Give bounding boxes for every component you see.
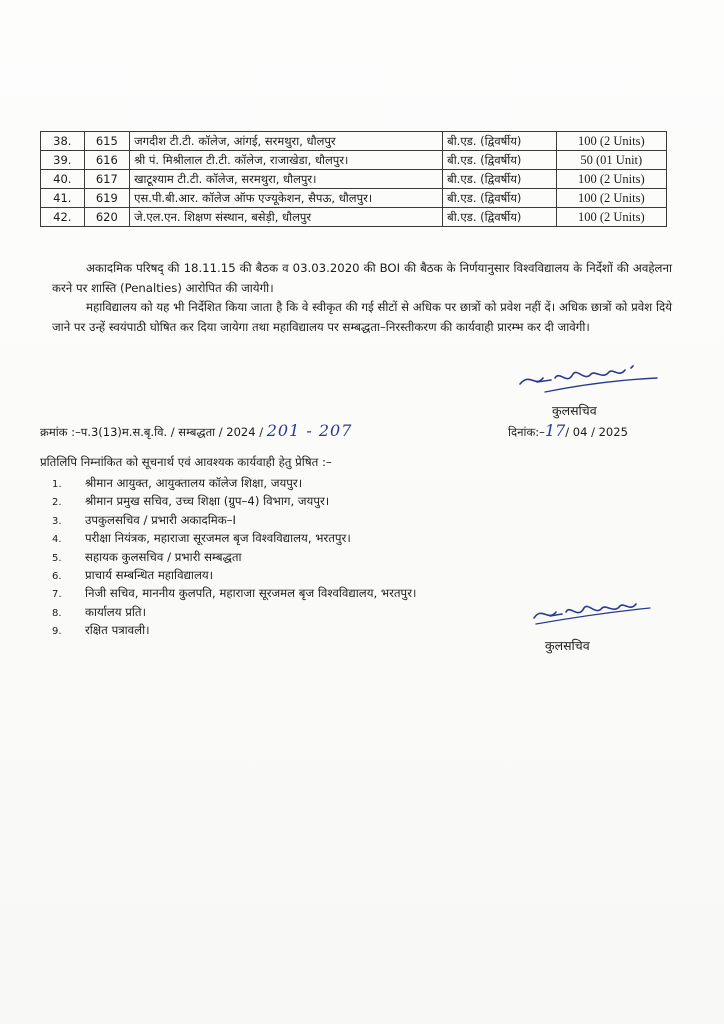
registrar-signature-2 <box>530 598 660 632</box>
list-item <box>52 621 416 639</box>
college-code-cell: 620 <box>84 208 130 227</box>
list-item <box>52 511 416 529</box>
college-code-cell: 615 <box>84 132 130 151</box>
reference-handwritten-numbers: 201 - 207 <box>266 421 353 440</box>
seats-cell: 100 (2 Units) <box>556 208 666 227</box>
reference-number <box>40 421 352 440</box>
reference-prefix: क्रमांक :–प.3(13)म.स.बृ.वि. / सम्बद्धता / 2024 / <box>40 425 264 439</box>
college-code-cell: 617 <box>84 170 130 189</box>
college-name-cell: जगदीश टी.टी. कॉलेज, आंगई, सरमथुरा, धौलपुर <box>130 132 443 151</box>
serial-number-cell: 41. <box>41 189 85 208</box>
list-item-text: रक्षित पत्रावली। <box>85 623 150 638</box>
list-item-number: 5. <box>52 552 62 564</box>
list-item <box>52 566 416 584</box>
list-item-text: श्रीमान आयुक्त, आयुक्तालय कॉलेज शिक्षा, जयपुर। <box>85 476 303 490</box>
table-body <box>41 132 667 227</box>
copy-to-intro: प्रतिलिपि निम्नांकित को सूचनार्थ एवं आवश्यक कार्यवाही हेतु प्रेषित :– <box>40 455 332 469</box>
registrar-signature-1 <box>515 362 665 402</box>
list-item-text: कार्यालय प्रति। <box>85 604 146 619</box>
paragraph-admission-warning <box>52 297 672 337</box>
list-item <box>52 548 416 566</box>
list-item-text: सहायक कुलसचिव / प्रभारी सम्बद्धता <box>85 549 242 564</box>
list-item-number: 2. <box>52 497 62 509</box>
list-item-text: श्रीमान प्रमुख सचिव, उच्च शिक्षा (ग्रुप–4) विभाग, जयपुर। <box>85 494 330 509</box>
date-month-year: / 04 / 2025 <box>565 425 628 439</box>
list-item-number: 1. <box>52 479 62 490</box>
list-item-text: उपकुलसचिव / प्रभारी अकादमिक–I <box>85 512 236 527</box>
list-item <box>52 474 416 492</box>
college-name-cell: खाटूश्याम टी.टी. कॉलेज, सरमथुरा, धौलपुर। <box>130 170 443 189</box>
seats-cell: 50 (01 Unit) <box>556 151 666 170</box>
college-code-cell: 616 <box>84 151 130 170</box>
list-item-number: 7. <box>52 589 62 601</box>
college-seats-table <box>40 131 667 227</box>
serial-number-cell: 42. <box>41 208 85 227</box>
list-item <box>52 603 416 621</box>
serial-number-cell: 38. <box>41 132 85 151</box>
paragraph-admission-warning-text: महाविद्यालय को यह भी निर्देशित किया जाता है कि वे स्वीकृत की गई सीटों से अधिक पर छात्रों को प्रवेश नहीं दें। अधिक छात्रों को प्रवेश दिये जाने पर उन्हें स्वयंपाठी घोषित कर दिया जायेगा तथा महाविद्यालय पर सम्बद्धता–निरस्तीकरण की कार्यवाही प्रारम्भ कर दी जावेगी। <box>52 300 672 334</box>
list-item <box>52 584 416 602</box>
list-item-text: प्राचार्य सम्बन्धित महाविद्यालय। <box>85 567 214 582</box>
registrar-title-2: कुलसचिव <box>545 638 590 653</box>
list-item <box>52 529 416 547</box>
date-line <box>508 421 628 440</box>
course-cell: बी.एड. (द्विवर्षीय) <box>443 170 556 189</box>
serial-number-cell: 39. <box>41 151 85 170</box>
copy-to-list <box>52 474 416 640</box>
table-row <box>41 189 667 208</box>
course-cell: बी.एड. (द्विवर्षीय) <box>443 208 556 227</box>
list-item-number: 8. <box>52 607 62 619</box>
seats-cell: 100 (2 Units) <box>556 170 666 189</box>
list-item-text: निजी सचिव, माननीय कुलपति, महाराजा सूरजमल बृज विश्वविद्यालय, भरतपुर। <box>85 586 417 601</box>
list-item-text: परीक्षा नियंत्रक, महाराजा सूरजमल बृज विश्वविद्यालय, भरतपुर। <box>85 531 351 546</box>
list-item <box>52 492 416 510</box>
college-name-cell: श्री पं. मिश्रीलाल टी.टी. कॉलेज, राजाखेडा, धौलपुर। <box>130 151 443 170</box>
date-label: दिनांक:– <box>508 425 545 439</box>
table-row <box>41 208 667 227</box>
serial-number-cell: 40. <box>41 170 85 189</box>
date-handwritten-day: 17 <box>544 421 566 440</box>
table-row <box>41 151 667 170</box>
paragraph-penalties <box>52 258 672 298</box>
seats-cell: 100 (2 Units) <box>556 132 666 151</box>
college-name-cell: एस.पी.बी.आर. कॉलेज ऑफ एज्यूकेशन, सैपऊ, धौलपुर। <box>130 189 443 208</box>
list-item-number: 4. <box>52 534 62 546</box>
list-item-number: 3. <box>52 515 62 527</box>
registrar-title-1: कुलसचिव <box>552 403 597 418</box>
paragraph-penalties-text: अकादमिक परिषद् की 18.11.15 की बैठक व 03.03.2020 की BOI की बैठक के निर्णयानुसार विश्वविद्यालय के निर्देशों की अवहेलना करने पर शास्ति (Penalties) आरोपित की जायेगी। <box>52 261 672 295</box>
college-code-cell: 619 <box>84 189 130 208</box>
college-name-cell: जे.एल.एन. शिक्षण संस्थान, बसेड़ी, धौलपुर <box>130 208 443 227</box>
seats-cell: 100 (2 Units) <box>556 189 666 208</box>
course-cell: बी.एड. (द्विवर्षीय) <box>443 189 556 208</box>
list-item-number: 6. <box>52 570 62 582</box>
table-row <box>41 132 667 151</box>
course-cell: बी.एड. (द्विवर्षीय) <box>443 151 556 170</box>
course-cell: बी.एड. (द्विवर्षीय) <box>443 132 556 151</box>
table-row <box>41 170 667 189</box>
list-item-number: 9. <box>52 626 62 638</box>
